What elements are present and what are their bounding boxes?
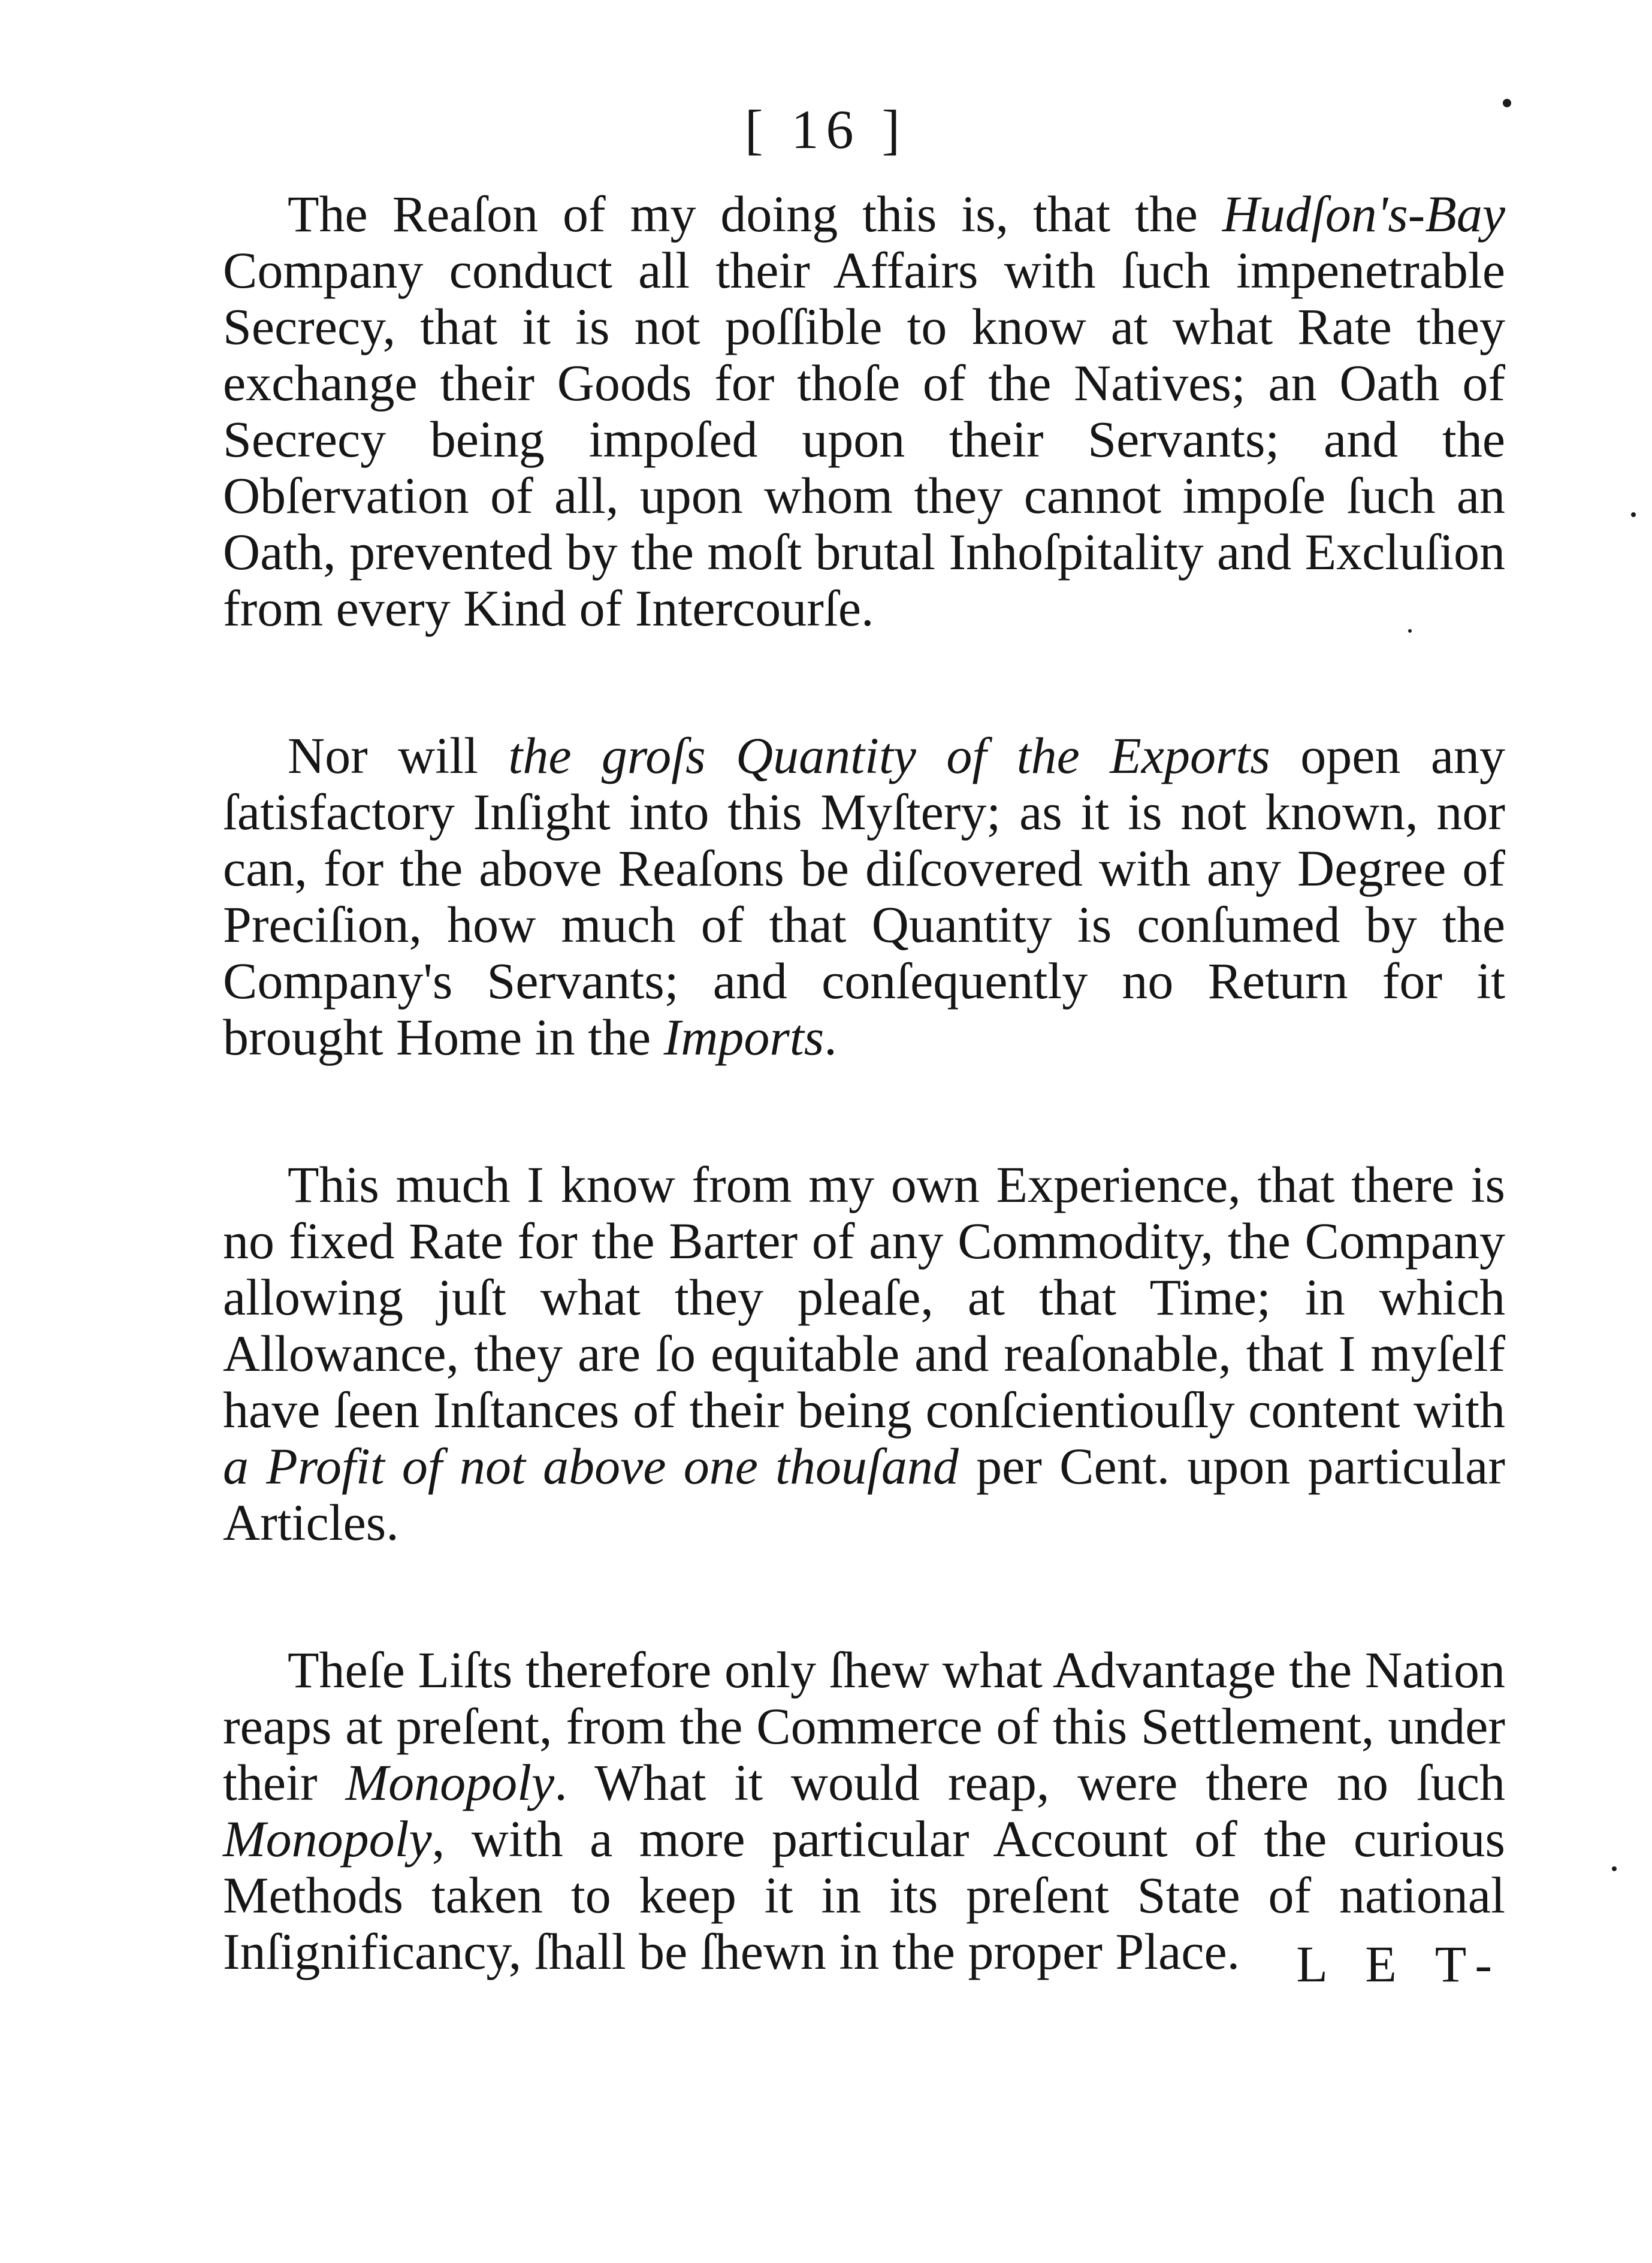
- scan-speck: [1408, 629, 1412, 633]
- italic-text-run: Monopoly: [223, 1810, 432, 1868]
- scan-speck: [1503, 99, 1511, 107]
- italic-text-run: the groſs Quantity of the Exports: [508, 727, 1270, 784]
- text-run: The Reaſon of my doing this is, that the: [288, 185, 1222, 243]
- text-run: per Cent. upon particular Articles.: [223, 1437, 1505, 1551]
- scan-speck: [1612, 1866, 1617, 1871]
- paragraph-2: [223, 727, 1505, 1065]
- text-run: .: [824, 1008, 837, 1066]
- text-run: Company conduct all their Affairs with ſuch impenetrable Secrecy, that it is not poſſible to know at what Rate they exchange their Goods for thoſe of the Natives; an Oath of Secrecy being impoſed upon their Servants; and the Obſervation of all, upon whom they cannot impoſe ſuch an Oath, prevented by the moſt brutal Inhoſpitality and Excluſion from every Kind of Intercourſe.: [223, 241, 1505, 637]
- italic-text-run: Monopoly: [345, 1754, 555, 1811]
- catchword: L E T-: [1296, 1935, 1505, 1993]
- body-text: [223, 186, 1505, 1980]
- paragraph-3: [223, 1156, 1505, 1551]
- page-number: [ 16 ]: [744, 99, 908, 160]
- italic-text-run: Hudſon's-Bay: [1222, 185, 1505, 243]
- italic-text-run: Imports: [663, 1008, 825, 1066]
- text-run: Nor will: [288, 727, 509, 784]
- scan-speck: [1631, 512, 1636, 517]
- text-run: Theſe Liſts therefore only ſhew what Advantage the Nation reaps at preſent, from the Commerce of this Settlement, under their: [223, 1641, 1505, 1811]
- text-run: . What it would reap, were there no ſuch: [554, 1754, 1505, 1811]
- text-run: open any ſatisfactory Inſight into this Myſtery; as it is not known, nor can, for the above Reaſons be diſcovered with any Degree of Preciſion, how much of that Quantity is conſumed by the Company's Servants; and conſequently no Return for it brought Home in the: [223, 727, 1506, 1066]
- text-run: This much I know from my own Experience, that there is no fixed Rate for the Barter of any Commodity, the Company allowing juſt what they pleaſe, at that Time; in which Allowance, they are ſo equitable and reaſonable, that I myſelf have ſeen Inſtances of their being conſcientiouſly content with: [223, 1156, 1505, 1439]
- text-run: , with a more particular Account of the curious Methods taken to keep it in its preſent State of national Inſignificancy, ſhall be ſhewn in the proper Place.: [223, 1810, 1505, 1980]
- paragraph-4: [223, 1642, 1505, 1980]
- italic-text-run: a Profit of not above one thouſand: [223, 1437, 959, 1495]
- paragraph-1: [223, 186, 1505, 636]
